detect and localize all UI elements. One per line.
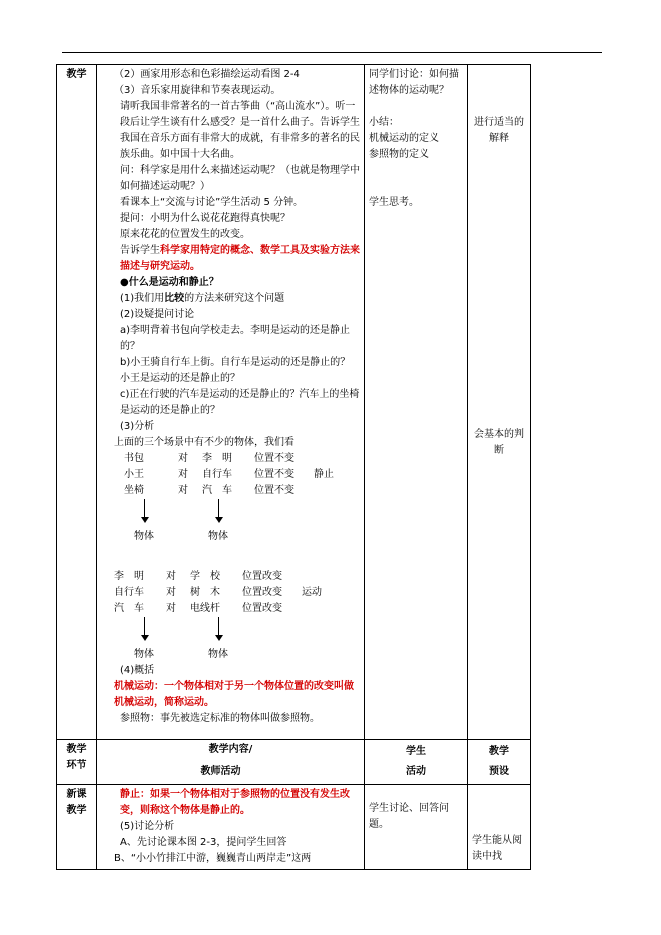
discuss-a: A、先讨论课本图 2-3，提问学生回答 xyxy=(120,837,287,848)
cell: 位置改变 xyxy=(242,571,282,582)
arrows-motion xyxy=(102,617,360,647)
student-discuss-2: 学生讨论、回答问题。 xyxy=(369,803,449,830)
stage-cell-2 xyxy=(57,785,97,870)
line-musician: （3）音乐家用旋律和节奏表现运动。 xyxy=(114,85,281,96)
method-line xyxy=(102,291,360,307)
student-gap xyxy=(369,179,463,195)
stage-label: 教学 xyxy=(66,69,87,80)
arrows-static xyxy=(102,499,360,529)
cell: 位置不变 xyxy=(254,453,294,464)
line-ask: 提问：小明为什么说花花跑得真快呢？ xyxy=(120,213,290,224)
cell: 自行车 xyxy=(114,587,144,598)
table-row-newlesson xyxy=(57,785,531,870)
tell-prefix: 告诉学生 xyxy=(120,245,160,256)
header-aim xyxy=(468,740,531,785)
cell: 小王 xyxy=(124,469,144,480)
student-gap xyxy=(369,99,463,115)
cell: 对 xyxy=(166,603,176,614)
aim-cell-2 xyxy=(468,785,531,870)
header-student-label: 学生 活动 xyxy=(406,746,426,777)
student-mech-def: 机械运动的定义 xyxy=(369,133,439,144)
line-position: 原来花花的位置发生的改变。 xyxy=(120,229,250,240)
header-content-label-a: 教学内容/ xyxy=(208,744,253,755)
content-cell-2 xyxy=(97,785,365,870)
discuss-b: B、“小小竹排江中游，巍巍青山两岸走”这两 xyxy=(114,853,312,864)
header-stage xyxy=(57,740,97,785)
aim-cell xyxy=(468,65,531,740)
analysis-line: 上面的三个场景中有不少的物体，我们看 xyxy=(114,437,294,448)
method-bold: 比较 xyxy=(164,293,185,304)
object-labels-motion xyxy=(102,647,360,663)
object-label: 物体 xyxy=(134,531,154,542)
line-tell xyxy=(102,243,360,275)
method-post: 的方法来研究这个问题 xyxy=(184,293,285,304)
aim-judge: 会基本的判断 xyxy=(474,429,524,456)
header-rule xyxy=(62,52,602,53)
student-discuss: 同学们讨论：如何描述物体的运动呢？ xyxy=(369,69,459,96)
down-arrow-icon xyxy=(218,617,219,637)
cell xyxy=(314,483,354,499)
cell: 位置不变 xyxy=(254,485,294,496)
cell: 位置不变 xyxy=(254,469,294,480)
cell: 电线杆 xyxy=(190,603,220,614)
stage-label-2: 新课 教学 xyxy=(66,789,87,816)
cell xyxy=(302,569,342,585)
question-b: b)小王骑自行车上街。自行车是运动的还是静止的？小王是运动的还是静止的？ xyxy=(120,357,351,384)
student-ref-def: 参照物的定义 xyxy=(369,149,429,160)
line-scientist-question: 问：科学家是用什么来描述运动呢？（也就是物理学中如何描述运动呢？） xyxy=(120,165,360,192)
tell-highlight: 科学家用特定的概念、数学工具及实验方法来描述与研究运动。 xyxy=(120,245,360,272)
object-label: 物体 xyxy=(208,531,228,542)
student-cell-2 xyxy=(365,785,468,870)
object-label: 物体 xyxy=(134,649,154,660)
down-arrow-icon xyxy=(144,499,145,519)
header-content xyxy=(97,740,365,785)
question-a: a)李明背着书包向学校走去。李明是运动的还是静止的？ xyxy=(120,325,351,352)
cell: 位置改变 xyxy=(242,587,282,598)
cell: 对 xyxy=(178,485,188,496)
cell: 树 木 xyxy=(190,587,220,598)
cell: 对 xyxy=(166,571,176,582)
question-c: c)正在行驶的汽车是运动的还是静止的？汽车上的坐椅是运动的还是静止的？ xyxy=(120,389,360,416)
header-content-label-b: 教师活动 xyxy=(200,766,241,777)
cell: 位置改变 xyxy=(242,603,282,614)
reference-object-definition: 参照物：事先被选定标准的物体叫做参照物。 xyxy=(120,713,320,724)
student-summary: 小结： xyxy=(369,117,399,128)
cell: 静止 xyxy=(314,469,334,480)
discuss-line: (2)设疑提问讨论 xyxy=(120,309,195,320)
header-stage-label: 教学 环节 xyxy=(66,744,87,771)
content-cell xyxy=(97,65,365,740)
cell: 汽 车 xyxy=(114,603,144,614)
header-student xyxy=(365,740,468,785)
cell: 对 xyxy=(178,469,188,480)
down-arrow-icon xyxy=(218,499,219,519)
student-cell xyxy=(365,65,468,740)
summary-label: (4)概括 xyxy=(120,665,155,676)
stage-cell xyxy=(57,65,97,740)
line-textbook: 看课本上“交流与讨论”学生活动 5 分钟。 xyxy=(120,197,304,208)
static-definition: 静止：如果一个物体相对于参照物的位置没有发生改变，则称这个物体是静止的。 xyxy=(120,789,350,816)
analysis-label: (3)分析 xyxy=(120,421,155,432)
line-painter: （2）画家用形态和色彩描绘运动看图 2-4 xyxy=(114,69,300,80)
down-arrow-icon xyxy=(144,617,145,637)
header-aim-label: 教学 预设 xyxy=(489,746,509,777)
cell: 对 xyxy=(178,453,188,464)
cell: 李 明 xyxy=(114,571,144,582)
cell xyxy=(314,451,354,467)
line-music-question: 请听我国非常著名的一首古筝曲（“高山流水”）。听一段后让学生谈有什么感受？是一首什么曲子。告诉学生我国在音乐方面有非常大的成就，有非常多的著名的民族乐曲。如中国十大名曲。 xyxy=(120,101,360,160)
object-label: 物体 xyxy=(208,649,228,660)
object-labels-static xyxy=(102,529,360,545)
mechanical-motion-definition: 机械运动：一个物体相对于另一个物体位置的改变叫做机械运动，简称运动。 xyxy=(114,681,354,708)
cell: 李 明 xyxy=(202,453,232,464)
student-gap xyxy=(369,163,463,179)
cell: 汽 车 xyxy=(202,485,232,496)
table-row-teaching xyxy=(57,65,531,740)
cell: 书包 xyxy=(124,453,144,464)
aim-read: 学生能从阅读中找 xyxy=(472,835,522,862)
cell xyxy=(302,601,342,617)
table-header-row xyxy=(57,740,531,785)
compare-table-motion xyxy=(102,569,360,617)
lesson-table xyxy=(56,64,531,870)
discuss-analysis: (5)讨论分析 xyxy=(120,821,175,832)
question-title: ●什么是运动和静止？ xyxy=(120,277,219,288)
cell: 自行车 xyxy=(202,469,232,480)
cell: 学 校 xyxy=(190,571,220,582)
cell: 坐椅 xyxy=(124,485,144,496)
cell: 对 xyxy=(166,587,176,598)
student-think: 学生思考。 xyxy=(369,197,419,208)
cell: 运动 xyxy=(302,587,322,598)
method-pre: (1)我们用 xyxy=(120,293,165,304)
compare-table-static xyxy=(102,451,360,499)
aim-explain: 进行适当的解释 xyxy=(474,117,524,144)
